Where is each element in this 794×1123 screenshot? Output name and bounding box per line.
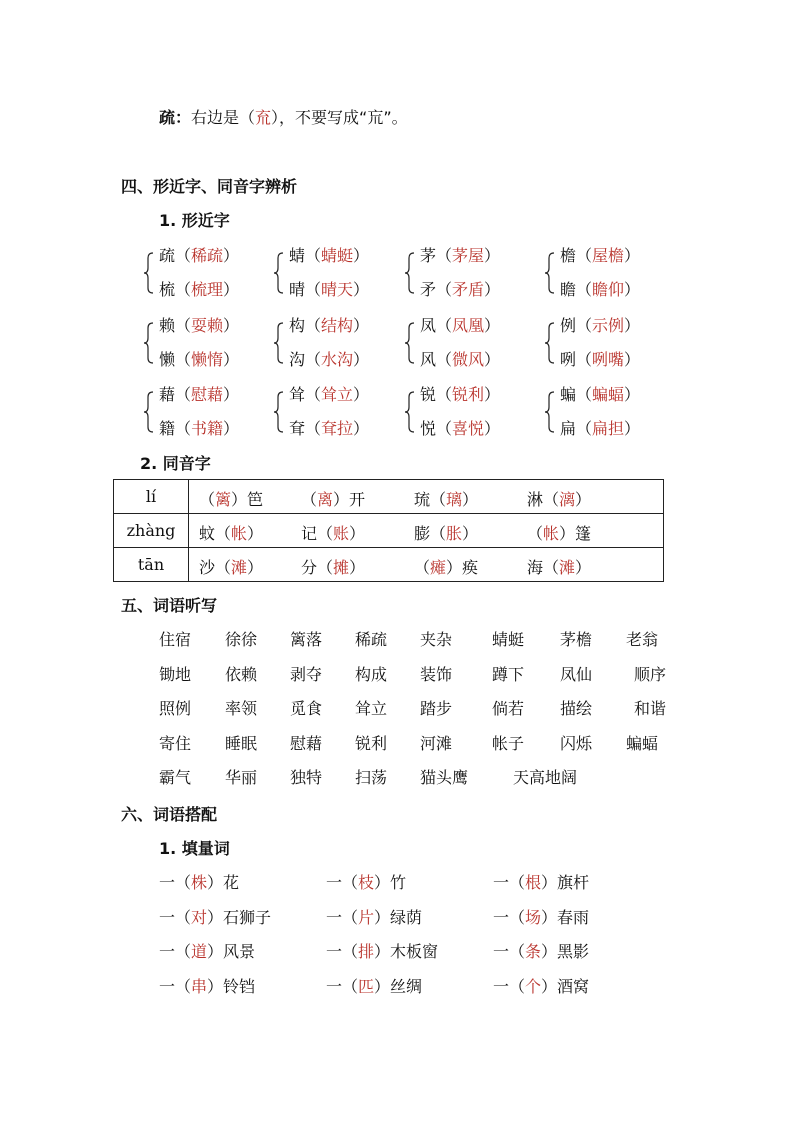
- text-pre: （: [414, 558, 431, 577]
- dictation-word: 徐徐: [225, 630, 258, 649]
- dictation-word: 茅檐: [560, 630, 593, 649]
- answer-measure: 道: [191, 942, 208, 961]
- answer-char: 账: [333, 524, 350, 543]
- text-post: ）痪: [446, 558, 479, 577]
- section6-sub1: 1. 填量词: [159, 839, 230, 858]
- text-pre: 一（: [326, 873, 359, 892]
- text-pre: 琉（: [414, 490, 447, 509]
- homophone-row: [114, 548, 664, 582]
- paren-open: （: [436, 350, 453, 369]
- answer-word: 矛盾: [452, 280, 485, 299]
- brace-icon: [404, 252, 416, 294]
- answer-char: 胀: [446, 524, 463, 543]
- paren-close: ）: [624, 419, 641, 438]
- paren-open: （: [576, 246, 593, 265]
- char: 梳: [159, 280, 176, 299]
- answer-char: 离: [317, 490, 334, 509]
- paren-open: （: [436, 385, 453, 404]
- text-post: ）竹: [374, 873, 407, 892]
- answer-char: 帐: [231, 524, 248, 543]
- brace-icon: [273, 391, 285, 433]
- answer-measure: 根: [525, 873, 542, 892]
- paren-open: （: [175, 316, 192, 335]
- similar-char-item: [420, 385, 500, 405]
- answer-char: 璃: [446, 490, 463, 509]
- dictation-word: 锄地: [159, 664, 192, 684]
- answer-word: 懒惰: [191, 350, 224, 369]
- homophone-cells: [189, 480, 664, 514]
- paren-close: ）: [353, 419, 370, 438]
- dictation-word: 华丽: [225, 768, 258, 787]
- answer-measure: 条: [525, 942, 542, 961]
- text-post: ）笆: [231, 490, 264, 509]
- answer-char: 篱: [215, 490, 232, 509]
- dictation-word: 夹杂: [420, 630, 453, 649]
- text-pre: 分（: [301, 558, 334, 577]
- text-pre: 一（: [493, 976, 526, 996]
- measure-item: [326, 977, 422, 997]
- dictation-word: 霸气: [159, 768, 192, 787]
- dictation-word: 照例: [159, 699, 192, 718]
- text-post: ）: [349, 524, 366, 543]
- answer-word: 晴天: [321, 280, 354, 299]
- paren-close: ）: [223, 280, 240, 299]
- intro-note: 疏：右边是（㐬），不要写成“巟”。: [159, 108, 408, 127]
- dictation-word: 构成: [355, 664, 388, 684]
- text-post: ）: [247, 558, 264, 577]
- answer-word: 茅屋: [452, 246, 485, 265]
- homophone-row: [114, 514, 664, 548]
- brace-icon: [404, 322, 416, 364]
- homophone-item: [199, 555, 263, 578]
- dictation-word: 描绘: [560, 699, 593, 718]
- dictation-word: 住宿: [159, 630, 192, 649]
- similar-char-item: [159, 280, 239, 300]
- dictation-word: 老翁: [626, 630, 659, 649]
- homophone-item: [199, 487, 263, 510]
- char: 矛: [420, 280, 437, 299]
- similar-char-item: [289, 419, 369, 439]
- paren-open: （: [436, 419, 453, 438]
- dictation-word: 蜻蜓: [492, 630, 525, 649]
- paren-open: （: [305, 316, 322, 335]
- text-pre: （: [199, 490, 216, 509]
- paren-close: ）: [223, 246, 240, 265]
- section4-sub1: 1. 形近字: [159, 211, 230, 230]
- similar-char-item: [289, 246, 369, 266]
- answer-word: 梳理: [191, 280, 224, 299]
- paren-open: （: [576, 350, 593, 369]
- char: 瞻: [560, 280, 577, 299]
- char: 锐: [420, 385, 437, 404]
- dictation-word: 天高地阔: [513, 768, 578, 787]
- dictation-word: 独特: [290, 768, 323, 787]
- text-post: ）春雨: [541, 907, 590, 927]
- brace-icon: [273, 252, 285, 294]
- answer-measure: 匹: [358, 976, 375, 996]
- answer-measure: 株: [191, 873, 208, 892]
- char: 檐: [560, 246, 577, 265]
- similar-char-item: [159, 419, 239, 439]
- answer-measure: 枝: [358, 873, 375, 892]
- measure-item: [159, 908, 271, 928]
- measure-item: [326, 873, 406, 893]
- char: 沟: [289, 350, 306, 369]
- similar-char-item: [289, 350, 369, 370]
- text-pre: 一（: [493, 907, 526, 927]
- similar-char-item: [420, 316, 500, 336]
- dictation-word: 凤仙: [560, 664, 593, 684]
- measure-item: [493, 977, 589, 997]
- text-post: ）: [462, 490, 479, 509]
- similar-char-item: [159, 350, 239, 370]
- text-pre: 一（: [326, 976, 359, 996]
- paren-open: （: [305, 246, 322, 265]
- paren-close: ）: [484, 350, 501, 369]
- dictation-word: 慰藉: [290, 733, 323, 753]
- paren-open: （: [576, 280, 593, 299]
- answer-word: 屋檐: [592, 246, 625, 265]
- char: 籍: [159, 419, 176, 438]
- dictation-word: 扫荡: [355, 768, 388, 787]
- homophone-item: [301, 555, 365, 578]
- text-post: ）风景: [207, 942, 256, 961]
- paren-open: （: [576, 385, 593, 404]
- section6-title: 六、词语搭配: [121, 805, 218, 824]
- answer-word: 凤凰: [452, 316, 485, 335]
- paren-close: ）: [624, 316, 641, 335]
- dictation-word: 帐子: [492, 733, 525, 753]
- answer-word: 锐利: [452, 385, 485, 404]
- paren-close: ）: [223, 419, 240, 438]
- paren-open: （: [175, 385, 192, 404]
- homophone-cells: [189, 548, 664, 582]
- measure-item: [326, 942, 438, 962]
- dictation-word: 耸立: [355, 699, 388, 718]
- char: 茅: [420, 246, 437, 265]
- paren-open: （: [576, 316, 593, 335]
- char: 风: [420, 350, 437, 369]
- answer-char: 漓: [559, 490, 576, 509]
- similar-char-item: [159, 385, 239, 405]
- char: 耷: [289, 419, 306, 438]
- paren-close: ）: [353, 246, 370, 265]
- homophone-item: [414, 555, 478, 578]
- paren-close: ）: [353, 316, 370, 335]
- answer-measure: 场: [525, 907, 542, 927]
- similar-char-item: [560, 280, 640, 300]
- homophone-item: [301, 487, 365, 510]
- char: 晴: [289, 280, 306, 299]
- similar-char-item: [560, 350, 640, 370]
- answer-char: 滩: [559, 558, 576, 577]
- text-post: ）: [349, 558, 366, 577]
- text-pre: 记（: [301, 524, 334, 543]
- text-post: ）花: [207, 873, 240, 892]
- text-pre: 一（: [159, 976, 192, 996]
- homophone-item: [414, 487, 478, 510]
- measure-item: [159, 942, 255, 962]
- similar-char-item: [289, 316, 369, 336]
- answer-word: 喜悦: [452, 419, 485, 438]
- similar-char-item: [560, 419, 640, 439]
- similar-char-item: [289, 385, 369, 405]
- brace-icon: [273, 322, 285, 364]
- char: 蜻: [289, 246, 306, 265]
- answer-char: 滩: [231, 558, 248, 577]
- paren-open: （: [305, 350, 322, 369]
- dictation-word: 锐利: [355, 733, 388, 753]
- brace-icon: [544, 252, 556, 294]
- paren-open: （: [175, 350, 192, 369]
- answer-word: 微风: [452, 350, 485, 369]
- text-post: ）酒窝: [541, 976, 590, 996]
- answer-char: 帐: [543, 524, 560, 543]
- measure-item: [159, 873, 239, 893]
- text-post: ）铃铛: [207, 976, 256, 996]
- text-post: ）开: [333, 490, 366, 509]
- text-pre: 一（: [159, 873, 192, 892]
- answer-measure: 个: [525, 976, 542, 996]
- char: 例: [560, 316, 577, 335]
- text-pre: 一（: [326, 942, 359, 961]
- paren-close: ）: [353, 350, 370, 369]
- similar-char-item: [420, 350, 500, 370]
- paren-open: （: [436, 246, 453, 265]
- text-pre: 一（: [326, 907, 359, 927]
- char: 咧: [560, 350, 577, 369]
- dictation-word: 倘若: [492, 699, 525, 718]
- paren-open: （: [305, 385, 322, 404]
- similar-char-item: [289, 280, 369, 300]
- measure-item: [159, 977, 255, 997]
- dictation-word: 装饰: [420, 664, 453, 684]
- text-post: ）旗杆: [541, 873, 590, 892]
- answer-word: 瞻仰: [592, 280, 625, 299]
- paren-open: （: [305, 280, 322, 299]
- answer-word: 结构: [321, 316, 354, 335]
- answer-measure: 片: [358, 907, 375, 927]
- brace-icon: [544, 391, 556, 433]
- text-pre: （: [301, 490, 318, 509]
- text-pre: 海（: [527, 558, 560, 577]
- dictation-word: 河滩: [420, 733, 453, 753]
- char: 藉: [159, 385, 176, 404]
- measure-item: [493, 908, 589, 928]
- measure-item: [493, 873, 589, 893]
- section4-title: 四、形近字、同音字辨析: [121, 177, 298, 196]
- brace-icon: [143, 391, 155, 433]
- answer-word: 慰藉: [191, 385, 224, 404]
- homophone-row: [114, 480, 664, 514]
- similar-char-item: [420, 419, 500, 439]
- char: 蝙: [560, 385, 577, 404]
- brace-icon: [404, 391, 416, 433]
- similar-char-item: [560, 385, 640, 405]
- answer-word: 蜻蜓: [321, 246, 354, 265]
- dictation-word: 篱落: [290, 630, 323, 649]
- paren-close: ）: [484, 280, 501, 299]
- dictation-word: 顺序: [634, 664, 667, 684]
- text-post: ）木板窗: [374, 942, 439, 961]
- answer-measure: 排: [358, 942, 375, 961]
- measure-item: [326, 908, 422, 928]
- text-pre: 一（: [159, 907, 192, 927]
- paren-close: ）: [624, 385, 641, 404]
- paren-close: ）: [484, 419, 501, 438]
- paren-open: （: [436, 316, 453, 335]
- answer-word: 咧嘴: [592, 350, 625, 369]
- homophone-item: [527, 487, 591, 510]
- text-pre: 沙（: [199, 558, 232, 577]
- similar-char-item: [560, 316, 640, 336]
- paren-open: （: [175, 419, 192, 438]
- paren-open: （: [576, 419, 593, 438]
- answer-word: 耍赖: [191, 316, 224, 335]
- dictation-word: 依赖: [225, 664, 258, 684]
- text-pre: 蚊（: [199, 524, 232, 543]
- answer-word: 扁担: [592, 419, 625, 438]
- answer-word: 示例: [592, 316, 625, 335]
- homophone-item: [527, 521, 591, 544]
- answer-word: 水沟: [321, 350, 354, 369]
- text-pre: 一（: [493, 873, 526, 892]
- answer-measure: 对: [191, 907, 208, 927]
- section4-sub2: 2. 同音字: [140, 454, 211, 473]
- text-pre: 一（: [493, 942, 526, 961]
- brace-icon: [143, 252, 155, 294]
- pinyin-cell: lí: [114, 480, 189, 514]
- similar-char-item: [420, 280, 500, 300]
- similar-char-item: [420, 246, 500, 266]
- paren-close: ）: [223, 316, 240, 335]
- dictation-word: 率领: [225, 699, 258, 718]
- text-post: ）黑影: [541, 942, 590, 961]
- homophone-item: [414, 521, 478, 544]
- char: 构: [289, 316, 306, 335]
- dictation-word: 和谐: [634, 699, 667, 718]
- answer-word: 耷拉: [321, 419, 354, 438]
- answer-char: 摊: [333, 558, 350, 577]
- char: 耸: [289, 385, 306, 404]
- brace-icon: [544, 322, 556, 364]
- text-post: ）: [462, 524, 479, 543]
- char: 扁: [560, 419, 577, 438]
- dictation-word: 寄住: [159, 733, 192, 753]
- homophone-item: [199, 521, 263, 544]
- dictation-word: 蝙蝠: [626, 733, 659, 753]
- dictation-word: 猫头鹰: [420, 768, 469, 787]
- homophone-item: [527, 555, 591, 578]
- text-post: ）石狮子: [207, 907, 272, 927]
- paren-close: ）: [484, 316, 501, 335]
- text-pre: 淋（: [527, 490, 560, 509]
- dictation-word: 觅食: [290, 699, 323, 718]
- pinyin-cell: zhàng: [114, 514, 189, 548]
- paren-close: ）: [223, 385, 240, 404]
- answer-word: 书籍: [191, 419, 224, 438]
- char: 赖: [159, 316, 176, 335]
- homophone-cells: [189, 514, 664, 548]
- text-pre: （: [527, 524, 544, 543]
- section5-title: 五、词语听写: [121, 596, 218, 615]
- paren-open: （: [436, 280, 453, 299]
- dictation-word: 剥夺: [290, 664, 323, 684]
- char: 凤: [420, 316, 437, 335]
- similar-char-item: [560, 246, 640, 266]
- homophone-table: [113, 479, 664, 582]
- text-post: ）: [247, 524, 264, 543]
- paren-open: （: [175, 280, 192, 299]
- similar-char-item: [159, 316, 239, 336]
- paren-close: ）: [624, 280, 641, 299]
- char: 疏: [159, 246, 176, 265]
- answer-word: 耸立: [321, 385, 354, 404]
- homophone-item: [301, 521, 365, 544]
- text-post: ）丝绸: [374, 976, 423, 996]
- paren-close: ）: [484, 385, 501, 404]
- answer-word: 稀疏: [191, 246, 224, 265]
- char: 悦: [420, 419, 437, 438]
- text-pre: 膨（: [414, 524, 447, 543]
- intro-answer: 㐬: [255, 108, 272, 127]
- similar-char-item: [159, 246, 239, 266]
- paren-close: ）: [484, 246, 501, 265]
- text-pre: 一（: [159, 942, 192, 961]
- paren-close: ）: [624, 350, 641, 369]
- brace-icon: [143, 322, 155, 364]
- intro-char: 疏：: [159, 108, 192, 127]
- answer-word: 蝙蝠: [592, 385, 625, 404]
- dictation-word: 蹲下: [492, 664, 525, 684]
- paren-close: ）: [223, 350, 240, 369]
- text-post: ）绿荫: [374, 907, 423, 927]
- text-post: ）: [575, 558, 592, 577]
- char: 懒: [159, 350, 176, 369]
- dictation-word: 踏步: [420, 699, 453, 718]
- dictation-word: 睡眠: [225, 733, 258, 753]
- text-post: ）篷: [559, 524, 592, 543]
- paren-close: ）: [353, 385, 370, 404]
- answer-char: 瘫: [430, 558, 447, 577]
- paren-close: ）: [624, 246, 641, 265]
- text-post: ）: [575, 490, 592, 509]
- measure-item: [493, 942, 589, 962]
- paren-close: ）: [353, 280, 370, 299]
- paren-open: （: [305, 419, 322, 438]
- pinyin-cell: tān: [114, 548, 189, 582]
- dictation-word: 闪烁: [560, 733, 593, 753]
- dictation-word: 稀疏: [355, 630, 388, 649]
- answer-measure: 串: [191, 976, 208, 996]
- paren-open: （: [175, 246, 192, 265]
